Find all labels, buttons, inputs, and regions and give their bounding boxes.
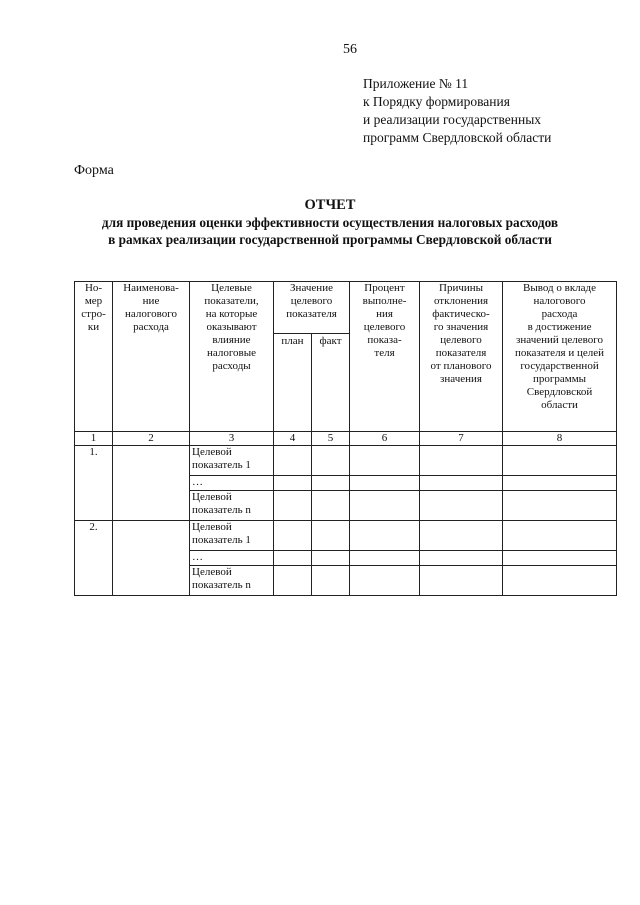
table-row [75, 521, 617, 551]
reasons-cell [420, 491, 503, 521]
cell-line: расходы [212, 360, 251, 372]
cell-line: Процент [364, 282, 405, 294]
cell-line: показатель n [192, 579, 251, 591]
indicator-cell [190, 476, 274, 491]
cell-line: значений целевого [516, 334, 604, 346]
fact-cell [312, 446, 350, 476]
header-target-value [274, 282, 350, 334]
cell-line: Причины [439, 282, 484, 294]
cell-line: ния [376, 308, 393, 320]
reasons-cell [420, 521, 503, 551]
appendix-line: программ Свердловской области [363, 130, 552, 145]
cell-line: ки [87, 321, 100, 333]
appendix-line: к Порядку формирования [363, 94, 510, 109]
conclusion-cell [503, 476, 617, 491]
conclusion-cell [503, 566, 617, 596]
cell-line: на которые [205, 308, 258, 320]
cell-line: показатель 1 [192, 459, 251, 471]
cell-line: ние [142, 295, 160, 307]
tax-expense-name-cell [113, 446, 190, 521]
fact-cell [312, 476, 350, 491]
cell-line: влияние [212, 334, 251, 346]
cell-line: стро- [81, 308, 106, 320]
fact-cell [312, 551, 350, 566]
column-number: 6 [350, 432, 420, 446]
cell-line: … [192, 476, 203, 488]
report-title [60, 196, 600, 248]
cell-line: целевого [363, 321, 406, 333]
indicator-cell [190, 446, 274, 476]
cell-line: государственной [520, 360, 599, 372]
fact-cell [312, 521, 350, 551]
tax-expense-name-cell [113, 521, 190, 596]
cell-line: расхода [541, 308, 578, 320]
header-plan: план [274, 334, 312, 432]
conclusion-cell [503, 521, 617, 551]
cell-line: Целевой [192, 491, 232, 503]
title-line: для проведения оценки эффективности осуществления налоговых расходов [101, 215, 559, 230]
cell-line: Значение [290, 282, 333, 294]
cell-line: Свердловской [526, 386, 593, 398]
cell-line: расхода [133, 321, 169, 333]
percent-cell [350, 551, 420, 566]
reasons-cell [420, 446, 503, 476]
cell-line: … [192, 551, 203, 563]
percent-cell [350, 491, 420, 521]
reasons-cell [420, 551, 503, 566]
report-table [74, 281, 617, 596]
cell-line: показатель n [192, 504, 251, 516]
form-label: Форма [74, 163, 114, 178]
cell-line: в достижение [527, 321, 592, 333]
header-percent [350, 282, 420, 432]
cell-line: теля [374, 347, 395, 359]
cell-line: показателя и целей [514, 347, 605, 359]
row-number-cell: 1. [75, 446, 113, 521]
cell-line: Вывод о вкладе [523, 282, 597, 294]
cell-line: оказывают [206, 321, 257, 333]
cell-line: го значения [433, 321, 489, 333]
cell-line: показатели, [204, 295, 259, 307]
indicator-cell [190, 566, 274, 596]
column-number: 1 [75, 432, 113, 446]
cell-line: целевого [290, 295, 333, 307]
column-numbers-row [75, 432, 617, 446]
column-number: 7 [420, 432, 503, 446]
title-main: ОТЧЕТ [304, 197, 356, 213]
plan-cell [274, 446, 312, 476]
row-number-cell: 2. [75, 521, 113, 596]
cell-line: показателя [286, 308, 337, 320]
cell-line: налоговые [206, 347, 257, 359]
cell-line: программы [532, 373, 587, 385]
table-row [75, 446, 617, 476]
header-reasons [420, 282, 503, 432]
plan-cell [274, 551, 312, 566]
plan-cell [274, 476, 312, 491]
cell-line: Целевой [192, 566, 232, 578]
plan-cell [274, 566, 312, 596]
column-number: 4 [274, 432, 312, 446]
conclusion-cell [503, 551, 617, 566]
cell-line: показатель 1 [192, 534, 251, 546]
column-number: 5 [312, 432, 350, 446]
fact-cell [312, 491, 350, 521]
cell-line: от планового [430, 360, 492, 372]
reasons-cell [420, 476, 503, 491]
cell-line: области [541, 399, 578, 411]
indicator-cell [190, 491, 274, 521]
cell-line: показателя [435, 347, 487, 359]
cell-line: налогового [533, 295, 586, 307]
header-conclusion [503, 282, 617, 432]
header-target-indicators [190, 282, 274, 432]
cell-line: Целевой [192, 446, 232, 458]
appendix-note [363, 75, 633, 147]
percent-cell [350, 566, 420, 596]
cell-line: Целевой [192, 521, 232, 533]
cell-line: выполне- [362, 295, 407, 307]
fact-cell [312, 566, 350, 596]
cell-line: фактическо- [432, 308, 490, 320]
reasons-cell [420, 566, 503, 596]
header-row-number [75, 282, 113, 432]
percent-cell [350, 476, 420, 491]
indicator-cell [190, 551, 274, 566]
cell-line: мер [84, 295, 103, 307]
title-line: в рамках реализации государственной программы Свердловской области [108, 232, 552, 247]
appendix-line: Приложение № 11 [363, 76, 469, 91]
cell-line: Наименова- [123, 282, 179, 294]
percent-cell [350, 446, 420, 476]
cell-line: значения [440, 373, 482, 385]
percent-cell [350, 521, 420, 551]
cell-line: целевого [440, 334, 482, 346]
plan-cell [274, 491, 312, 521]
header-fact: факт [312, 334, 350, 432]
conclusion-cell [503, 446, 617, 476]
header-row [75, 282, 617, 334]
cell-line: показа- [367, 334, 402, 346]
header-name [113, 282, 190, 432]
column-number: 2 [113, 432, 190, 446]
indicator-cell [190, 521, 274, 551]
conclusion-cell [503, 491, 617, 521]
appendix-line: и реализации государственных [363, 112, 542, 127]
cell-line: отклонения [433, 295, 489, 307]
plan-cell [274, 521, 312, 551]
cell-line: Целевые [211, 282, 252, 294]
column-number: 8 [503, 432, 617, 446]
column-number: 3 [190, 432, 274, 446]
cell-line: Но- [84, 282, 103, 294]
page-number: 56 [343, 42, 357, 57]
cell-line: налогового [125, 308, 177, 320]
